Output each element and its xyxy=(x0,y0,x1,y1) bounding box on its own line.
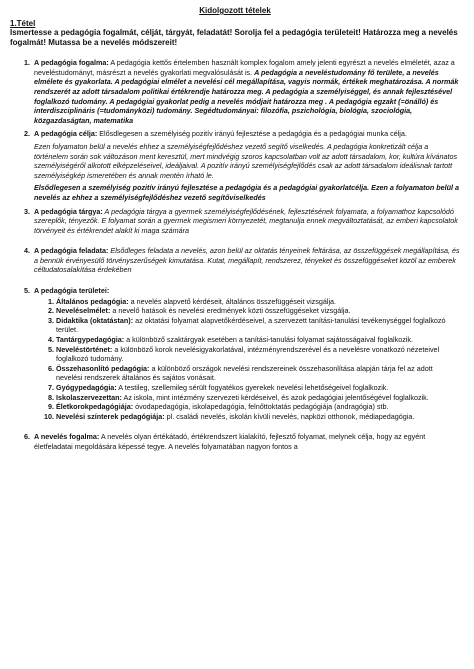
item-heading: A nevelés fogalma: xyxy=(34,432,100,442)
sub-item: 5. Neveléstörténet: a különböző korok nevelésigyakorlatával, intézményrendszerével és a nevelésre vonatkozó nézeteivel foglalkozó tudomány. xyxy=(56,345,460,364)
sub-item: 1. Általános pedagógia: a nevelés alapvető kérdéseit, általános összefüggéseit vizsgálja. xyxy=(56,297,460,307)
item-text: A pedagógia tárgya a gyermek személyiségfejlődésének, fejlesztésének folyamata, a folyamathoz kapcsolódó szereplők, tényezők. E folyamat során a gyermek megismeri környezetét, megtanulja ennek megváltoztatását, az emberi kapcsolatok törvényeit és értékrendet alakít ki maga számára xyxy=(34,206,458,235)
sub-item: 2. Neveléselmélet: a nevelő hatások és nevelési eredmények közti összefüggéseket vizsgálja. xyxy=(56,306,460,316)
item-first-line xyxy=(34,129,460,139)
item-heading: A pedagógia területei: xyxy=(34,286,110,296)
item-bold-italic-paragraph: Elsődlegesen a személyiség pozitív irányú fejlesztése a pedagógia és a pedagógiai gyakorlatcélja. Ezen a folyamaton belül a nevelés az ehhez a személyiségfejlődéshez vezető segítőviselkedés xyxy=(34,183,460,202)
sub-item: 7. Gyógypedagógia: A testileg, szellemileg sérült fogyatékos gyerekek nevelési lehetőségeivel foglalkozik. xyxy=(56,383,460,393)
sub-item: 3. Didaktika (oktatástan): az oktatási folyamat alapvetőkérdéseivel, a szervezett tanítási-tanulási tevékenységgel foglalkozó terület. xyxy=(56,316,460,335)
list-item-feladata xyxy=(32,246,460,282)
item-bold-italic-text: A pedagógia a neveléstudomány fő területe, a nevelés elmélete és gyakorlata. A pedagógiai elmélet a nevelési cél megállapítása, vagyis normák, értékek meghatározása. A normák rendszerét az adott társadalom politikai értékrendje határozza meg. A pedagógia a személyiséggel, és annak fejlesztésével foglalkozó tudomány. A pedagógiai gyakorlat pedig a nevelés módjait határozza meg . A pedagógia egzakt (=önálló) és interdiszciplináris (=tudományközi) tudomány. Segédtudományai: filozófia, pszichológia, biológia, szociológia, közgazdaságtan, matematika xyxy=(34,67,459,125)
list-item-targya xyxy=(32,207,460,243)
sub-item: 8. Iskolaszervezettan: Az iskola, mint intézmény szervezeti kérdéseivel, és azok pedagógiai jelentőségével foglalkozik. xyxy=(56,393,460,403)
tetel-heading: 1.Tétel xyxy=(10,18,36,28)
list-item-neveles-fogalma xyxy=(32,432,460,451)
item-heading: A pedagógia fogalma: xyxy=(34,58,109,68)
list-item-teruletei xyxy=(32,286,460,428)
item-text: Elősdlegesen a személyiség pozitív irányú fejlesztése a pedagógia és a pedagógiai munka célja. xyxy=(97,129,407,139)
sub-item: 10. Nevelési színterek pedagógiája: pl. családi nevelés, iskolán kívüli nevelés, napközi otthonok, médiapedagógia. xyxy=(56,412,460,422)
document-title: Kidolgozott tételek xyxy=(199,6,271,15)
item-text: A pedagógia kettős értelemben használt komplex fogalom amely jelenti egyrészt a nevelés elméletét, azaz a neveléstudományt, másrészt a nevelés gyakorlati megvalósulását is. xyxy=(34,58,455,77)
sub-item: 4. Tantárgypedagógia: a különböző szaktárgyak esetében a tanítási-tanulási folyamat sajátosságaival foglalkozik. xyxy=(56,335,460,345)
area-sublist xyxy=(34,297,460,422)
item-text: A nevelés olyan értékátadó, értékrendszert kialakító, fejlesztő folyamat, melynek célja, hogy az egyént életfeladatai megoldására képessé tegye. A nevelés folyamatában nagyon fontos a xyxy=(34,432,426,451)
item-italic-paragraph: Ezen folyamaton belül a nevelés ehhez a személyiségfejlődéshez vezető segítő viselkedés. A pedagógia konkretizált célja a történelem során sok változáson ment keresztül, mert mindvégig szoros kapcsolatban volt az adott társadalom, kor, kultúra kívánatos személyiségéről alkotott elképzeléseivel, ideáljaival. A pozitív irányú személyiségfejlődés csak az adott társadalom ideálisnak tartott személyiségkép ismeretében és annak mentén írható le. xyxy=(34,141,458,180)
item-text: Elsődleges feladata a nevelés, azon belül az oktatás tényeinek feltárása, az összefüggések megállapítása, és a bennük érvényesülő törvényszerűségek kimutatása. Kutat, megállapít, rendszerez, tényeket és összefüggéseket közöl az emberek céltudatosalakítása érdekében xyxy=(34,246,460,275)
item-heading: A pedagógia tárgya: xyxy=(34,206,103,216)
sub-item: 6. Összehasonlító pedagógia: a különböző országok nevelési rendszereinek összehasonlítása alapján tárja fel az adott nevelési rendszerek általános és sajátos vonásait. xyxy=(56,364,460,383)
item-heading: A pedagógia célja: xyxy=(34,129,98,139)
sub-item: 9. Életkorokpedagógiája: óvodapedagógia, iskolapedagógia, felnőttoktatás pedagógiája (andragógia) stb. xyxy=(56,402,460,412)
question-intro: Ismertesse a pedagógia fogalmát, célját, tárgyát, feladatát! Sorolja fel a pedagógia területeit! Határozza meg a nevelés fogalmát! Mutassa be a nevelés módszereit! xyxy=(10,28,458,48)
list-item-fogalma xyxy=(32,58,460,125)
item-heading: A pedagógia feladata: xyxy=(34,246,109,256)
list-item-celja xyxy=(32,129,460,202)
topic-list xyxy=(10,58,460,451)
